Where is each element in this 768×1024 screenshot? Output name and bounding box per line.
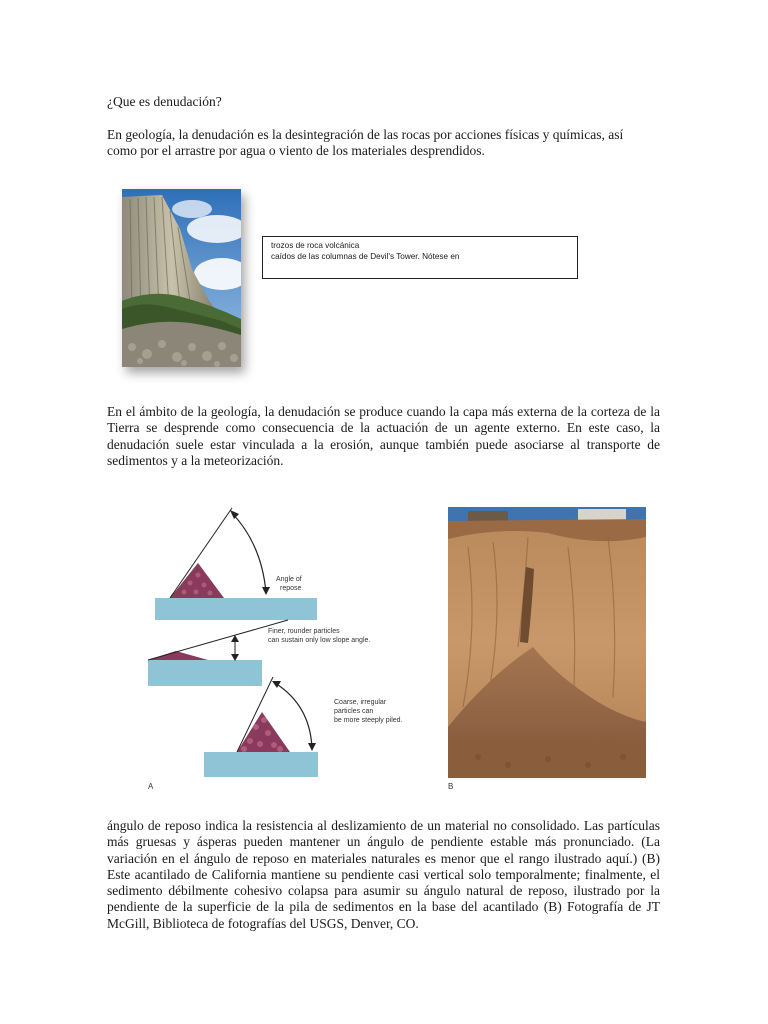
label-angle-line-2: repose <box>280 585 302 592</box>
label-angle-line-1: Angle of <box>276 576 302 583</box>
label-finer-line-2: can sustain only low slope angle. <box>268 637 371 644</box>
label-coarse-line-1: Coarse, irregular <box>334 699 387 706</box>
cliff-illustration <box>448 507 646 778</box>
surface-block-1 <box>155 598 317 620</box>
angle-arc-1 <box>232 513 266 593</box>
angle-arc-3 <box>275 683 312 748</box>
caption-line-1: trozos de roca volcánica <box>271 241 360 250</box>
page-heading: ¿Que es denudación? <box>107 94 222 109</box>
california-cliff-photo <box>448 507 646 778</box>
label-finer-line-1: Finer, rounder particles <box>268 628 340 635</box>
angle-of-repose-diagram <box>140 505 430 790</box>
paragraph-angulo-reposo: ángulo de reposo indica la resistencia al deslizamiento de un material no consolidado. Las partículas más gruesas y ásperas pueden mantener un ángulo de pendiente estable más pronunciado. (La variación en el ángulo de reposo en materiales naturales es menor que el rango ilustrado aquí.) (B) Este acantilado de California mantiene su pendiente casi vertical solo temporalmente; finalmente, el sedimento débilmente cohesivo colapsa para asumir su ángulo natural de reposo, ilustrado por la pendiente de la superficie de la pila de sedimentos en la base del acantilado (B) Fotografía de JT McGill, Biblioteca de fotografías del USGS, Denver, CO. <box>107 818 660 931</box>
caption-line-2: caídos de las columnas de Devil's Tower. Nótese en <box>271 251 460 261</box>
figure-label-a: A <box>148 782 154 791</box>
devils-tower-photo <box>122 189 241 367</box>
intro-line-1: En geología, la denudación es la desintegración de las rocas por acciones físicas y químicas, así <box>107 127 624 142</box>
paragraph-denudacion: En el ámbito de la geología, la denudación se produce cuando la capa más externa de la corteza de la Tierra se desprende como consecuencia de la actuación de un agente externo. En este caso, la denudación suele estar vinculada a la erosión, aunque también puede asociarse al transporte de sedimentos y a la meteorización. <box>107 404 660 468</box>
label-coarse-line-2: particles can <box>334 708 374 715</box>
intro-line-2: como por el arrastre por agua o viento de los materiales desprendidos. <box>107 143 485 158</box>
surface-block-2 <box>148 660 262 686</box>
label-coarse-line-3: be more steeply piled. <box>334 717 403 724</box>
figure-label-b: B <box>448 782 454 791</box>
fine-pile <box>148 651 208 660</box>
slope-line-2 <box>148 620 288 660</box>
photo-caption-box <box>262 236 578 279</box>
devils-tower-illustration <box>122 189 241 367</box>
surface-block-3 <box>204 752 318 777</box>
